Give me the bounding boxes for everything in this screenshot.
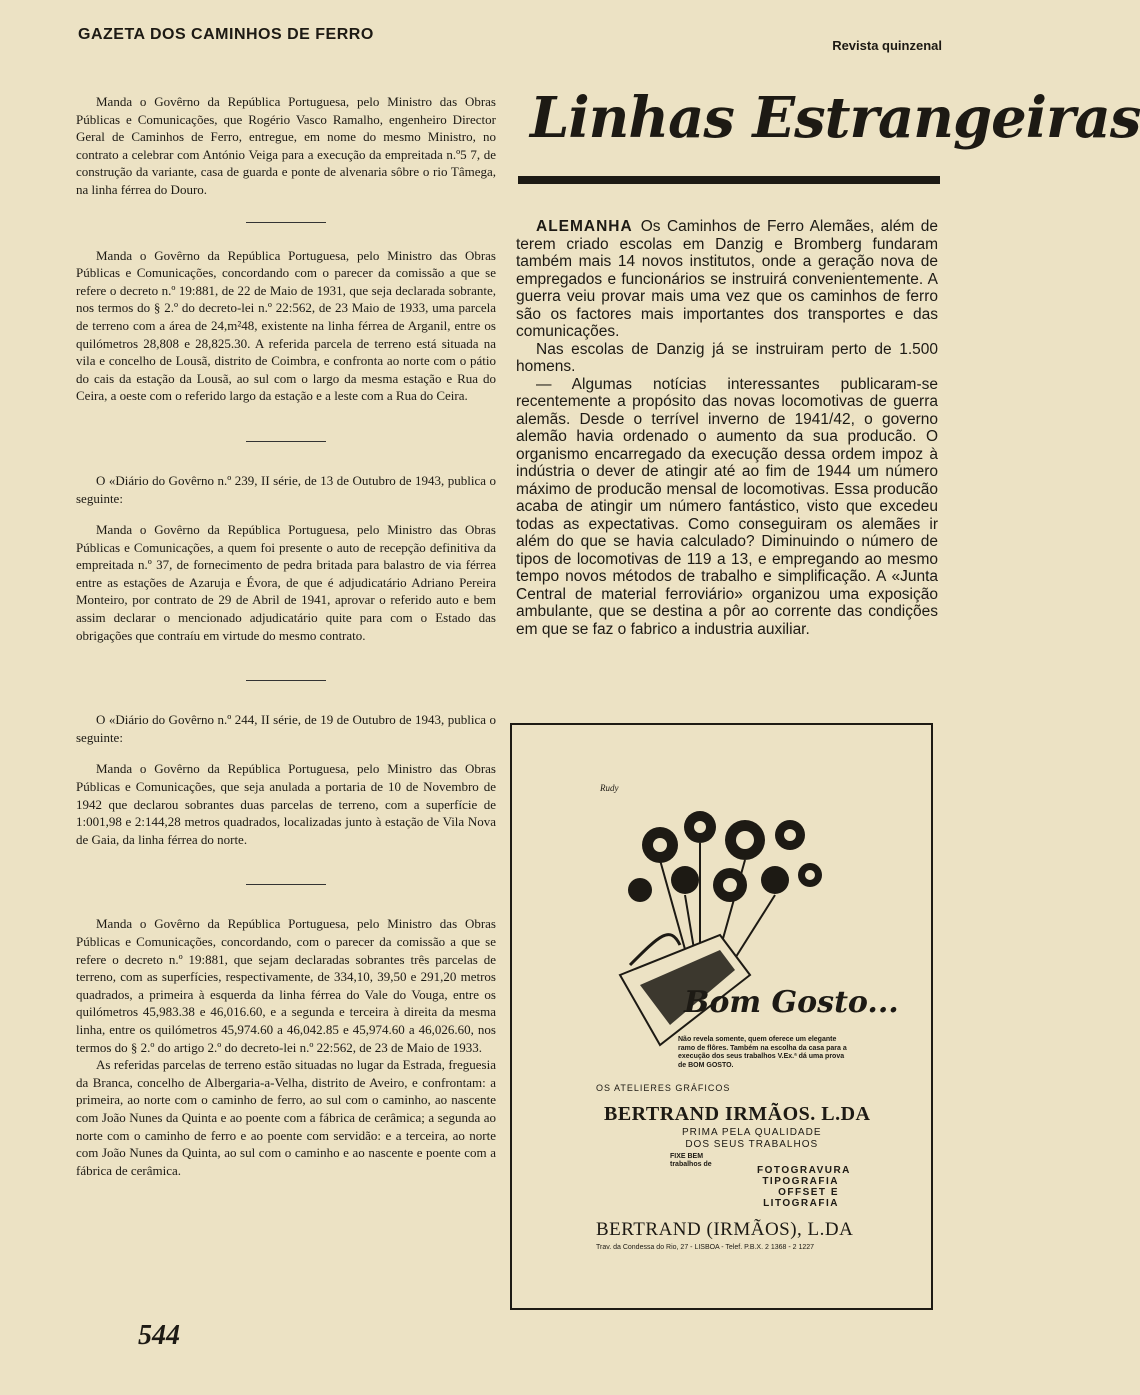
notice-paragraph-5: O «Diário do Govêrno n.º 244, II série, de 19 de Outubro de 1943, publica o seguinte: xyxy=(76,712,496,745)
ad-small-note: Não revela somente, quem oferece um elegante ramo de flôres. Também na escolha da casa para a execução dos seus trabalhos V.Ex.ª dá uma prova de BOM GOSTO. xyxy=(678,1036,847,1069)
ad-fixe-line-1: FIXE BEM xyxy=(670,1153,704,1160)
ad-address: Trav. da Condessa do Rio, 27 - LISBOA - Telef. P.B.X. 2 1368 - 2 1227 xyxy=(596,1244,815,1251)
ad-motto-line-2: DOS SEUS TRABALHOS xyxy=(685,1139,819,1150)
ad-service-4: LITOGRAFIA xyxy=(763,1198,839,1209)
ad-fixe xyxy=(670,1153,712,1169)
ad-service-3: OFFSET E xyxy=(778,1187,839,1198)
ad-fixe-line-2: trabalhos de xyxy=(670,1161,712,1168)
article-paragraph-2: Nas escolas de Danzig já se instruiram perto de 1.500 homens. xyxy=(516,340,938,375)
ad-motto-line-1: PRIMA PELA QUALIDADE xyxy=(682,1127,822,1138)
notice-paragraph-8: As referidas parcelas de terreno estão situadas no lugar da Estrada, freguesia da Branca, concelho de Albergaria-a-Velha, distrito de Aveiro, e confrontam: a primeira, ao norte com o caminho de ferro, ao sul com o caminho, ao nascente com João Nunes da Quinta e ao poente com a fábrica de cerâmica; a segunda ao norte com o caminho de ferro e ao poente com servidão: e a terceira, ao norte com João Nunes da Quinta, ao sul com o caminho e ao nascente e poente com a fábrica de cerâmica. xyxy=(76,1057,496,1178)
notice-paragraph-7: Manda o Govêrno da República Portuguesa, pelo Ministro das Obras Públicas e Comunicações, concordando, com o parecer da comissão a que se refere o decreto n.º 19:881, que sejam declaradas sobrantes três parcelas de terreno, com as superfícies, respectivamente, de 334,10, 39,50 e 291,20 metros quadrados, a primeira à esquerda da linha férrea do Vale do Vouga, entre os quilómetros 45,983.38 e 46,016.60, e a segunda e terceira à direita da mesma linha, entre os quilómetros 45,974.60 a 46,042.85 e 45,974.60 a 46,026.60, nos termos do § 2.º do artigo 2.º do decreto-lei n.º 22:562, de 23 de Maio de 1933. xyxy=(76,916,496,1055)
notice-paragraph-2: Manda o Govêrno da República Portuguesa, pelo Ministro das Obras Públicas e Comunicações, concordando com o parecer da comissão a que se refere o decreto n.º 19:881, de 22 de Maio de 1931, que seja declarada sobrante, nos termos do § 2.º do decreto-lei n.º 22:562, de 23 Maio de 1933, uma parcela de terreno com a área de 24,m²48, existente na linha férrea de Arganil, entre os quilómetros 28,808 e 28,825.30. A referida parcela de terreno está situada na vila e concelho de Lousã, distrito de Coimbra, e confronta ao norte com o pátio do cais da estação da Lousã, ao sul com o largo da mesma estação e Rua do Ceira, a oeste com o referido largo da estação e a leste com a Rua do Ceira. xyxy=(76,247,496,404)
ad-brand-top: BERTRAND IRMÃOS. L.DA xyxy=(604,1103,871,1125)
notice-paragraph-4: Manda o Govêrno da República Portuguesa, pelo Ministro das Obras Públicas e Comunicações, a quem foi presente o auto de recepção definitiva da empreitada n.º 37, de fornecimento de pedra britada para balastro de via férrea entre as estações de Azaruja e Évora, de que é adjudicatário Adriano Pereira Monteiro, por contrato de 29 de Abril de 1941, aprovar o referido auto e bem assim declarar o mencionado adjudicatário quite para com o Estado das obrigações que contraíu em virtude do mesmo contrato. xyxy=(76,522,496,643)
bertrand-advertisement xyxy=(510,723,933,1310)
notice-paragraph-3: O «Diário do Govêrno n.º 239, II série, de 13 de Outubro de 1943, publica o seguinte: xyxy=(76,472,496,506)
ad-slogan: Bom Gosto... xyxy=(684,985,899,1020)
journal-title: GAZETA DOS CAMINHOS DE FERRO xyxy=(78,26,374,43)
ad-service-2: TIPOGRAFIA xyxy=(762,1176,839,1187)
section-title: Linhas Estrangeiras xyxy=(530,85,1140,151)
ad-ateliers: OS ATELIERES GRÁFICOS xyxy=(596,1083,731,1093)
country-lead: ALEMANHA xyxy=(536,218,633,235)
separator xyxy=(246,441,326,442)
ad-motto xyxy=(682,1127,822,1151)
separator xyxy=(246,222,326,223)
notice-paragraph-6: Manda o Govêrno da República Portuguesa, pelo Ministro das Obras Públicas e Comunicações, que seja anulada a portaria de 10 de Novembro de 1942 que declarou sobrantes duas parcelas de terreno, com a superfície de 1:001,98 e 2:144,28 metros quadrados, localizadas junto à estação de Vila Nova de Gaia, da linha férrea do norte. xyxy=(76,761,496,847)
article-paragraph-1-text: Os Caminhos de Ferro Alemães, além de terem criado escolas em Danzig e Bromberg fundaram também mais 14 novos institutos, onde a geração nova de empregados e funcionários se instruirá convenientemente. A guerra veiu provar mais uma vez que os caminhos de ferro são os factores mais importantes dos transportes e das comunicações. xyxy=(516,218,938,340)
title-rule xyxy=(518,176,940,184)
page-number: 544 xyxy=(138,1320,180,1351)
notice-paragraph-1: Manda o Govêrno da República Portuguesa, pelo Ministro das Obras Públicas e Comunicações, que Rogério Vasco Ramalho, engenheiro Director Geral de Caminhos de Ferro, entregue, em nome do mesmo Ministro, no contrato a celebrar com António Veiga para a execução da empreitada n.º5 7, de construção da variante, casa de guarda e ponte de alvenaria sôbre o rio Tâmega, na linha férrea do Douro. xyxy=(76,94,496,197)
artist-signature: Rudy xyxy=(600,783,619,793)
separator xyxy=(246,884,326,885)
ad-service-1: FOTOGRAVURA xyxy=(757,1165,851,1176)
journal-subtitle: Revista quinzenal xyxy=(832,38,942,53)
right-column xyxy=(516,218,938,638)
article-paragraph-3: — Algumas notícias interessantes publicaram-se recentemente a propósito das novas locomotivas de guerra alemãs. Desde o terrível inverno de 1941/42, o governo alemão havia ordenado o aumento da sua producão. O organismo encarregado da execução dessa ordem impoz à indústria o dever de atingir até ao fim de 1944 um número máximo de producão mensal de locomotivas. Essa producão acaba de atingir um número fantástico, visto que excedeu todas as expectativas. Como conseguiram os alemães ir além do que se havia calculado? Diminuindo o número de tipos de locomotivas de 119 a 13, e empregando ao mesmo tempo novos métodos de trabalho e simplificação. A «Junta Central de material ferroviário» organizou uma exposição ambulante, que se destina a pôr ao corrente das condições em que se faz o fabrico a industria auxiliar. xyxy=(516,375,938,638)
article-paragraph-1 xyxy=(516,218,938,341)
left-column xyxy=(76,93,496,1179)
ad-services xyxy=(757,1165,851,1209)
ad-brand-bottom: BERTRAND (IRMÃOS), L.DA xyxy=(596,1219,854,1240)
separator xyxy=(246,680,326,681)
